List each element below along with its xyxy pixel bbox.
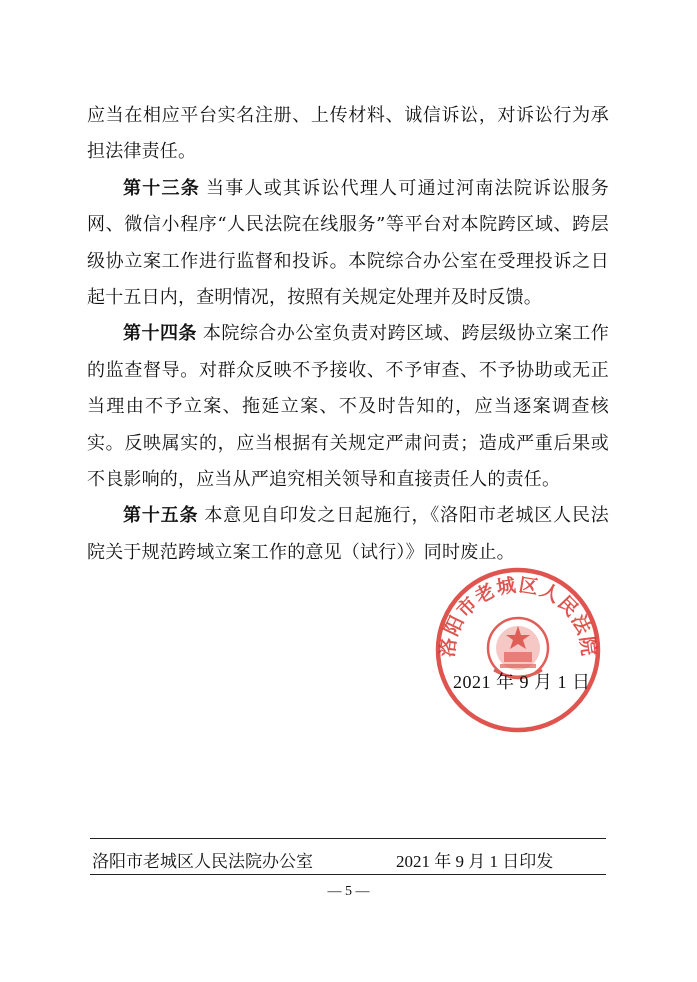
footer-divider-bottom — [90, 874, 606, 875]
article-15 — [87, 498, 609, 571]
signature-date: 2021 年 9 月 1 日 — [453, 672, 591, 692]
article-13 — [87, 171, 609, 317]
article-label: 第十三条 — [123, 177, 200, 199]
paragraph-text: 应当在相应平台实名注册、上传材料、诚信诉讼，对诉讼行为承担法律责任。 — [87, 105, 609, 163]
article-label: 第十五条 — [123, 505, 199, 527]
paragraph-continuation — [87, 98, 609, 171]
article-label: 第十四条 — [123, 323, 197, 345]
paragraph-text: 本院综合办公室负责对跨区域、跨层级协立案工作的监查督导。对群众反映不予接收、不予审查、不予协助或无正当理由不予立案、拖延立案、不及时告知的，应当逐案调查核实。反映属实的，应当根据有关规定严肃问责；造成严重后果或不良影响的，应当从严追究相关领导和直接责任人的责任。 — [87, 323, 609, 491]
paragraph-text: 本意见自印发之日起施行，《洛阳市老城区人民法院关于规范跨域立案工作的意见（试行）》同时废止。 — [87, 505, 609, 563]
footer-divider-top — [90, 838, 606, 839]
footer-issue-date: 2021 年 9 月 1 日印发 — [396, 852, 554, 871]
page-number: — 5 — — [327, 884, 370, 899]
article-14 — [87, 316, 609, 498]
footer-issuing-office: 洛阳市老城区人民法院办公室 — [92, 852, 313, 872]
seal-text-ring: 洛阳市老城区人民法院 — [436, 574, 600, 659]
document-body — [87, 98, 609, 571]
official-seal-stamp — [434, 566, 602, 734]
paragraph-text: 当事人或其诉讼代理人可通过河南法院诉讼服务网、微信小程序“人民法院在线服务”等平台对本院跨区域、跨层级协立案工作进行监督和投诉。本院综合办公室在受理投诉之日起十五日内，查明情况，按照有关规定处理并及时反馈。 — [87, 177, 609, 309]
